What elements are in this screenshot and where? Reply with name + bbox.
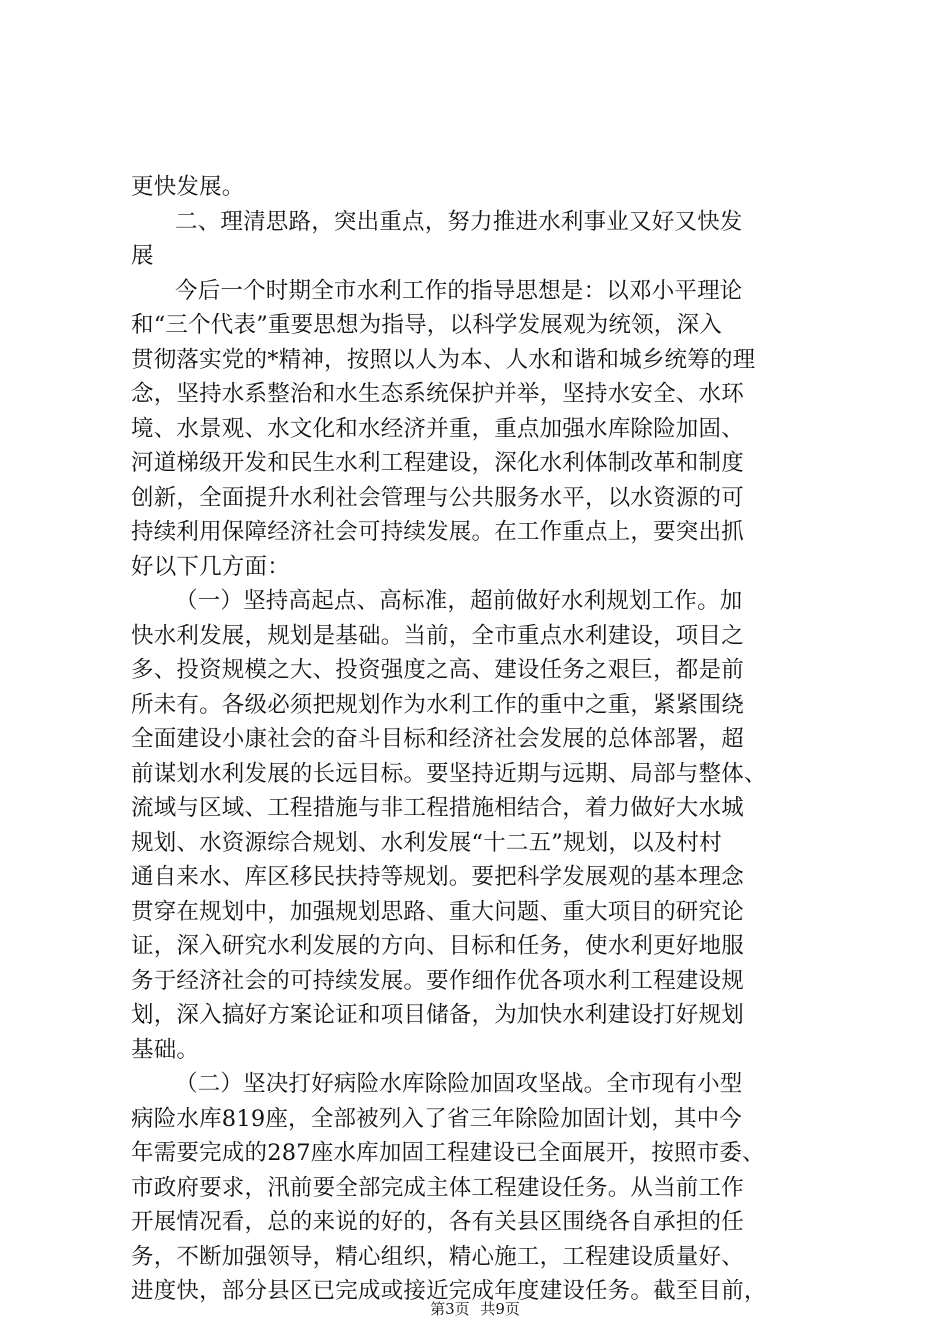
text-line: （一）坚持高起点、高标准，超前做好水利规划工作。加: [175, 588, 743, 614]
text-line: 持续利用保障经济社会可持续发展。在工作重点上，要突出抓: [131, 519, 744, 545]
text-line: 境、水景观、水文化和水经济并重，重点加强水库除险加固、: [131, 415, 744, 442]
text-line: 多、投资规模之大、投资强度之高、建设任务之艰巨，都是前: [131, 657, 744, 683]
text-line: 务，不断加强领导，精心组织，精心施工，工程建设质量好、: [131, 1243, 744, 1270]
text-line: 二、理清思路，突出重点，努力推进水利事业又好又快发: [175, 208, 743, 235]
text-line: 规划、水资源综合规划、水利发展“十二五”规划，以及村村: [131, 829, 722, 856]
page-footer: [0, 1298, 950, 1319]
text-line: 年需要完成的287座水库加固工程建设已全面展开，按照市委、: [131, 1140, 765, 1166]
text-line: 所未有。各级必须把规划作为水利工作的重中之重，紧紧围绕: [131, 691, 744, 718]
text-line: 快水利发展，规划是基础。当前，全市重点水利建设，项目之: [131, 622, 744, 649]
text-line: 创新，全面提升水利社会管理与公共服务水平，以水资源的可: [131, 484, 744, 511]
text-line: 好以下几方面：: [131, 553, 290, 580]
text-line: 开展情况看，总的来说的好的，各有关县区围绕各自承担的任: [131, 1209, 744, 1235]
page-number: 第3页: [430, 1300, 470, 1318]
text-line: 更快发展。: [131, 174, 245, 200]
text-line: 贯穿在规划中，加强规划思路、重大问题、重大项目的研究论: [131, 898, 744, 925]
text-line: 今后一个时期全市水利工作的指导思想是：以邓小平理论: [175, 277, 743, 304]
text-line: 全面建设小康社会的奋斗目标和经济社会发展的总体部署，超: [131, 726, 744, 752]
total-pages: 共9页: [480, 1300, 520, 1318]
text-line: 证，深入研究水利发展的方向、目标和任务，使水利更好地服: [131, 933, 744, 959]
text-line: 展: [131, 243, 154, 269]
text-line: 流域与区域、工程措施与非工程措施相结合，着力做好大水城: [131, 795, 744, 821]
text-line: 病险水库819座，全部被列入了省三年除险加固计划，其中今: [131, 1105, 743, 1132]
text-line: 前谋划水利发展的长远目标。要坚持近期与远期、局部与整体、: [131, 760, 767, 787]
text-line: （二）坚决打好病险水库除险加固攻坚战。全市现有小型: [175, 1071, 743, 1097]
text-line: 念，坚持水系整治和水生态系统保护并举，坚持水安全、水环: [131, 381, 744, 407]
text-line: 河道梯级开发和民生水利工程建设，深化水利体制改革和制度: [131, 450, 744, 476]
text-line: 市政府要求，汛前要全部完成主体工程建设任务。从当前工作: [131, 1174, 744, 1201]
text-line: 基础。: [131, 1036, 200, 1063]
text-line: 贯彻落实党的*精神，按照以人为本、人水和谐和城乡统筹的理: [131, 346, 756, 373]
text-line: 划，深入搞好方案论证和项目储备，为加快水利建设打好规划: [131, 1002, 744, 1028]
text-line: 务于经济社会的可持续发展。要作细作优各项水利工程建设规: [131, 967, 744, 994]
text-line: 和“三个代表”重要思想为指导，以科学发展观为统领，深入: [131, 312, 722, 338]
text-line: 通自来水、库区移民扶持等规划。要把科学发展观的基本理念: [131, 864, 744, 890]
document-body: [131, 170, 831, 1309]
text-line: 进度快，部分县区已完成或接近完成年度建设任务。截至目前，: [131, 1278, 767, 1304]
